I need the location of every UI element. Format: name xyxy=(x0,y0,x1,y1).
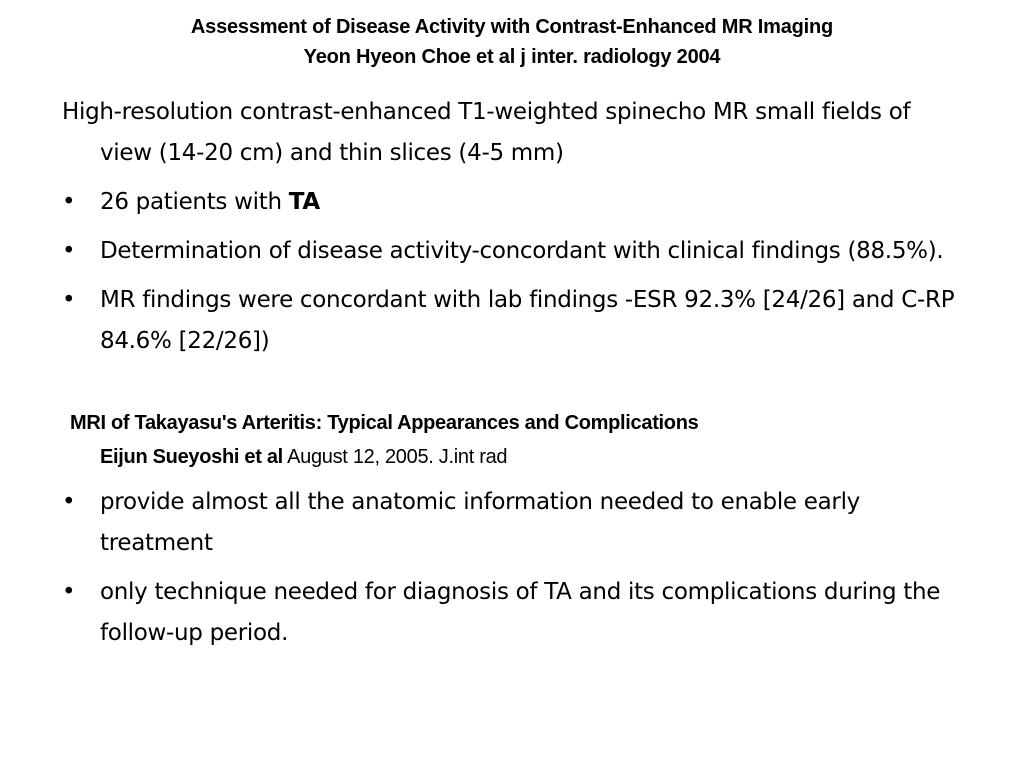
reference-citation xyxy=(62,440,967,474)
reference-details: August 12, 2005. J.int rad xyxy=(282,446,508,468)
section-spacer xyxy=(62,362,967,406)
title-line-1: Assessment of Disease Activity with Contrast-Enhanced MR Imaging xyxy=(190,16,834,38)
bullet-item-diagnosis xyxy=(62,572,967,654)
bullet-text: 26 patients with xyxy=(100,189,289,215)
bullet-bold-text: TA xyxy=(288,189,320,215)
bullet-text: only technique needed for diagnosis of TA and its complications during the follow-up period. xyxy=(100,579,941,646)
slide-body xyxy=(62,92,967,654)
title-line-2: Yeon Hyeon Choe et al j inter. radiology 2004 xyxy=(303,46,721,68)
intro-paragraph: High-resolution contrast-enhanced T1-weighted spinecho MR small fields of view (14-20 cm) and thin slices (4-5 mm) xyxy=(62,99,911,166)
bullet-icon: • xyxy=(62,489,76,515)
bullet-text: MR findings were concordant with lab findings -ESR 92.3% [24/26] and C-RP 84.6% [22/26]) xyxy=(100,287,955,354)
bullet-icon: • xyxy=(62,579,76,605)
reference-author: Eijun Sueyoshi et al xyxy=(100,446,283,468)
bullet-text: Determination of disease activity-concordant with clinical findings (88.5%). xyxy=(100,238,944,264)
bullet-item-lab-findings xyxy=(62,280,967,362)
bullet-item-anatomic-info xyxy=(62,482,967,564)
bullet-item-patients xyxy=(62,182,967,223)
bullet-icon: • xyxy=(62,287,76,313)
slide-title xyxy=(0,12,1024,72)
reference-title: MRI of Takayasu's Arteritis: Typical Appearances and Complications xyxy=(70,412,699,434)
bullet-icon: • xyxy=(62,189,76,215)
bullet-text: provide almost all the anatomic information needed to enable early treatment xyxy=(100,489,860,556)
bullet-icon: • xyxy=(62,238,76,264)
bullet-item-determination xyxy=(62,231,967,272)
